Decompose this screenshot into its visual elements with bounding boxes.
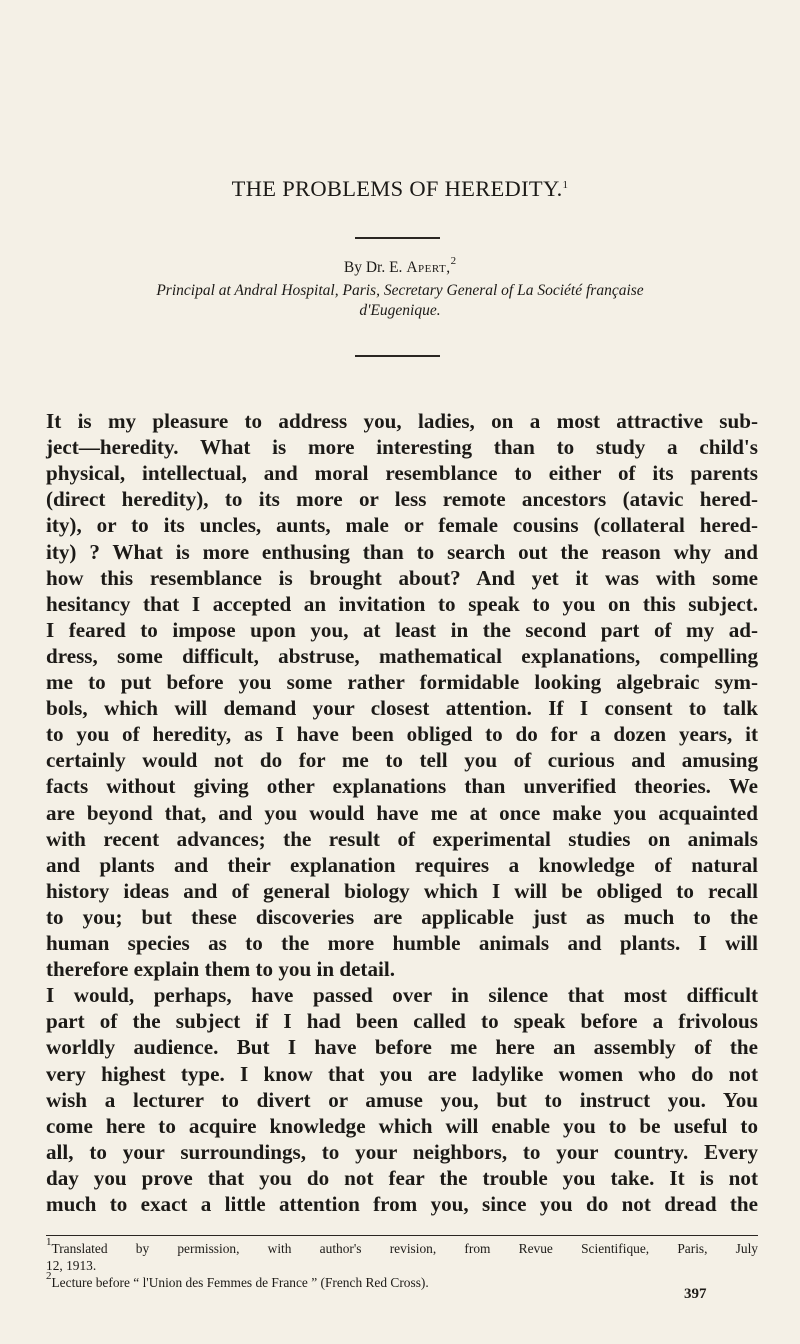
body-line: very highest type. I know that you are ladylike women who do not (46, 1061, 758, 1086)
body-line: day you prove that you do not fear the trouble you take. It is not (46, 1165, 758, 1190)
body-line: It is my pleasure to address you, ladies, on a most attractive sub- (46, 409, 758, 433)
body-line: ject—heredity. What is more interesting than to study a child's (46, 435, 758, 460)
body-line: part of the subject if I had been called to speak before a frivolous (46, 1009, 758, 1034)
body-line: ity), or to its uncles, aunts, male or female cousins (collateral hered- (46, 513, 758, 538)
page-number: 397 (684, 1286, 707, 1302)
footnote-1-cont: 12, 1913. (46, 1258, 97, 1273)
body-line: facts without giving other explanations than unverified theories. We (46, 774, 758, 799)
body-line: I feared to impose upon you, at least in the second part of my ad- (46, 617, 758, 642)
byline-divider (355, 355, 440, 357)
title-footnote-mark: 1 (562, 179, 569, 191)
body-line: dress, some difficult, abstruse, mathematical explanations, compelling (46, 643, 758, 668)
title-text: THE PROBLEMS OF HEREDITY. (231, 176, 563, 201)
body-line: worldly audience. But I have before me here an assembly of the (46, 1035, 758, 1060)
title-divider (355, 237, 440, 239)
footnote-divider (46, 1235, 758, 1236)
body-line: with recent advances; the result of experimental studies on animals (46, 826, 758, 851)
byline (0, 255, 800, 277)
footnote-1-mark: 1 (46, 1236, 52, 1248)
affiliation-line-1: Principal at Andral Hospital, Paris, Secretary General of La Société française (156, 282, 644, 299)
body-line: hesitancy that I accepted an invitation to speak to you on this subject. (46, 591, 758, 616)
body-line: to you of heredity, as I have been obliged to do for a dozen years, it (46, 722, 758, 747)
footnote-2 (46, 1270, 758, 1292)
body-line: to you; but these discoveries are applicable just as much to the (46, 904, 758, 929)
affiliation (46, 281, 754, 321)
author-footnote-mark: 2 (450, 255, 457, 267)
body-line: come here to acquire knowledge which will enable you to be useful to (46, 1113, 758, 1138)
body-line: wish a lecturer to divert or amuse you, but to instruct you. You (46, 1087, 758, 1112)
body-line: certainly would not do for me to tell you of curious and amusing (46, 748, 758, 773)
body-line: I would, perhaps, have passed over in silence that most difficult (46, 983, 758, 1008)
body-line: ity) ? What is more enthusing than to search out the reason why and (46, 539, 758, 564)
article-title (0, 176, 800, 202)
body-line: me to put before you some rather formidable looking algebraic sym- (46, 670, 758, 694)
body-line: how this resemblance is brought about? And yet it was with some (46, 565, 758, 590)
body-line: much to exact a little attention from you, since you do not dread the (46, 1192, 758, 1216)
footnote-2-text: Lecture before “ l'Union des Femmes de France ” (French Red Cross). (51, 1275, 429, 1290)
body-line: are beyond that, and you would have me at once make you acquainted (46, 800, 758, 825)
body-line: therefore explain them to you in detail. (46, 957, 395, 982)
body-line: and plants and their explanation requires a knowledge of natural (46, 852, 758, 877)
footnote-2-mark: 2 (46, 1270, 52, 1282)
body-line: human species as to the more humble animals and plants. I will (46, 931, 758, 955)
author-name: Apert, (406, 259, 451, 276)
body-line: history ideas and of general biology which I will be obliged to recall (46, 878, 758, 903)
body-line: bols, which will demand your closest attention. If I consent to talk (46, 696, 758, 721)
body-line: (direct heredity), to its more or less remote ancestors (atavic hered- (46, 487, 758, 512)
footnote-1-line-1: Translated by permission, with author's revision, from Revue Scientifique, Paris, July (51, 1241, 758, 1256)
byline-prefix: By Dr. E. (343, 259, 407, 276)
affiliation-line-2: d'Eugenique. (359, 302, 441, 319)
body-line: all, to your surroundings, to your neighbors, to your country. Every (46, 1139, 758, 1164)
body-line: physical, intellectual, and moral resemblance to either of its parents (46, 461, 758, 486)
